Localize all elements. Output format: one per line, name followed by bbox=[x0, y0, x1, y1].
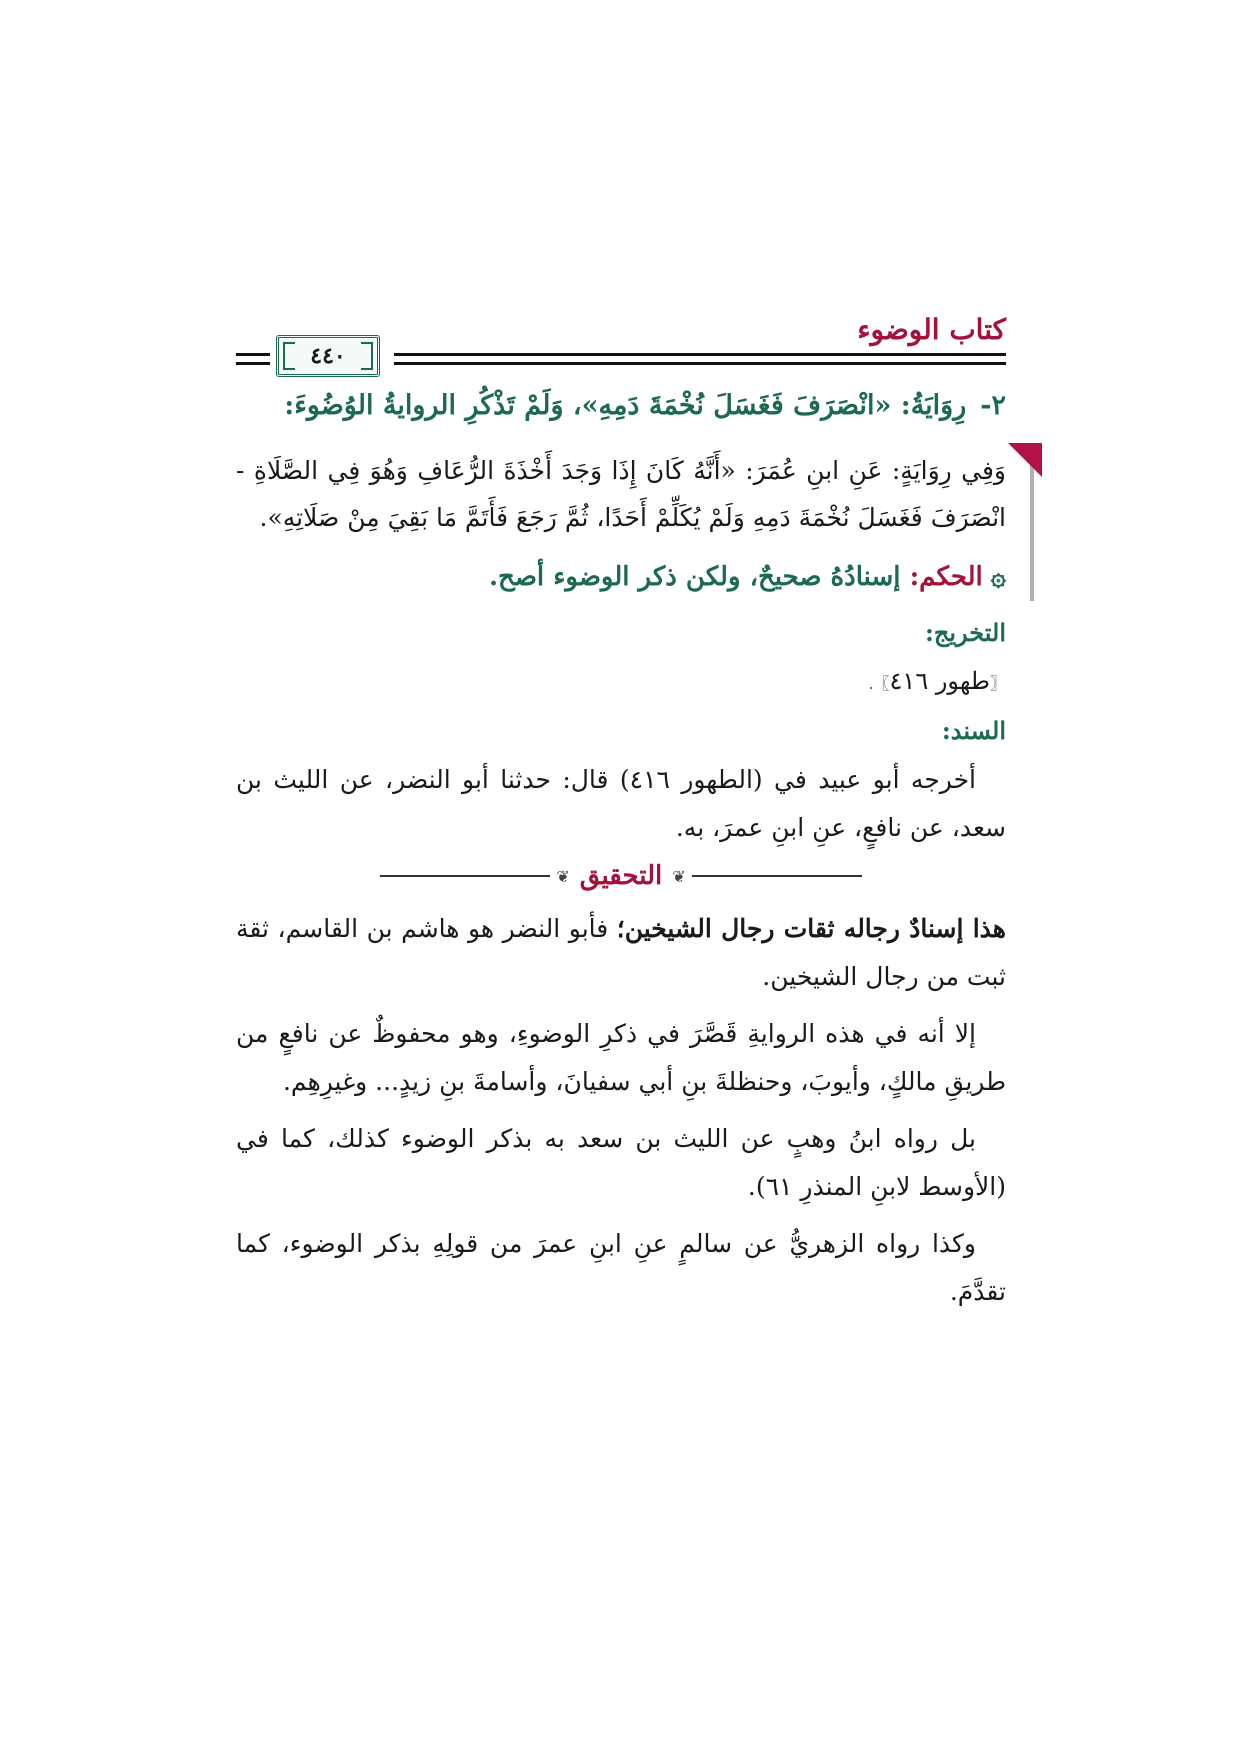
page-number-frame bbox=[276, 335, 380, 377]
ornament-icon: ❦ bbox=[556, 866, 570, 886]
divider-line bbox=[380, 875, 550, 877]
corner-ornament-icon bbox=[1008, 443, 1042, 477]
riwaya-body: وَفِي رِوَايَةٍ: عَنِ ابنِ عُمَرَ: «أَنَّهُ كَانَ إِذَا وَجَدَ أَخْذَةَ الرُّعَافِ وَهُوَ فِي الصَّلَاةِ - انْصَرَفَ فَغَسَلَ نُخْمَةَ دَمِهِ وَلَمْ يُكَلِّمْ أَحَدًا، ثُمَّ رَجَعَ فَأَتَمَّ مَا بَقِيَ مِنْ صَلَاتِهِ». bbox=[236, 455, 1006, 533]
ruling-text: إسنادُهُ صحيحٌ، ولكن ذكر الوضوء أصح. bbox=[489, 561, 901, 592]
ruling bbox=[236, 554, 1006, 601]
takhrij-ref-text: طهور ٤١٦ bbox=[889, 666, 990, 695]
tahqiq-paragraph-2: إلا أنه في هذه الروايةِ قَصَّرَ في ذكرِ الوضوءِ، وهو محفوظٌ عن نافعٍ من طريقِ مالكٍ، وأيوبَ، وحنظلةَ بنِ أبي سفيانَ، وأسامةَ بنِ زيدٍ... وغيرِهِم. bbox=[236, 1019, 1006, 1096]
ruling-label: الحكم: bbox=[909, 561, 983, 592]
page-number: ٤٤٠ bbox=[310, 343, 346, 369]
takhrij-heading: التخريج: bbox=[925, 617, 1006, 647]
header-rule bbox=[394, 353, 1006, 356]
sanad-heading: السند: bbox=[941, 715, 1006, 745]
takhrij-reference bbox=[236, 660, 1006, 703]
ornament-star-icon: ۞ bbox=[990, 561, 1006, 592]
tahqiq-paragraph-1 bbox=[236, 905, 1006, 1000]
divider-line bbox=[692, 875, 862, 877]
item-heading bbox=[236, 387, 1006, 425]
tahqiq-paragraph-3: بل رواه ابنُ وهبٍ عن الليث بن سعد به بذكر الوضوء كذلك، كما في (الأوسط لابنِ المنذرِ ٦١). bbox=[236, 1124, 1006, 1201]
tahqiq-bold-lead: هذا إسنادٌ رجاله ثقات رجال الشيخين؛ bbox=[616, 914, 1006, 944]
bracket-open: 〖 bbox=[989, 673, 1006, 693]
book-title: كتاب الوضوء bbox=[857, 313, 1006, 346]
bracket-close: 〗. bbox=[868, 673, 890, 693]
header-rule bbox=[394, 362, 1006, 365]
riwaya-text bbox=[236, 447, 1006, 542]
page-header bbox=[236, 305, 1006, 387]
tahqiq-paragraph-4: وكذا رواه الزهريُّ عن سالمٍ عنِ ابنِ عمرَ من قولِهِ بذكر الوضوء، كما تقدَّمَ. bbox=[236, 1229, 1006, 1306]
tahqiq-heading: التحقيق bbox=[579, 861, 663, 892]
sanad-paragraph: أخرجه أبو عبيد في (الطهور ٤١٦) قال: حدثنا أبو النضر، عن الليث بن سعد، عن نافعٍ، عنِ ابنِ عمرَ، به. bbox=[236, 765, 1006, 842]
page bbox=[236, 305, 1006, 1325]
ornament-icon: ❦ bbox=[672, 866, 686, 886]
item-number: ٢- bbox=[980, 390, 1006, 421]
item-heading-text: رِوَايَةُ: «انْصَرَفَ فَغَسَلَ نُخْمَةَ دَمِهِ»، وَلَمْ تَذْكُرِ الروايةُ الوُضُوءَ: bbox=[284, 390, 967, 421]
tahqiq-p1-rest: فأبو النضر هو هاشم بن القاسم، ثقة ثبت من رجال الشيخين. bbox=[236, 914, 1006, 991]
header-rule bbox=[236, 362, 270, 365]
header-rule bbox=[236, 353, 270, 356]
tahqiq-divider bbox=[236, 861, 1006, 891]
